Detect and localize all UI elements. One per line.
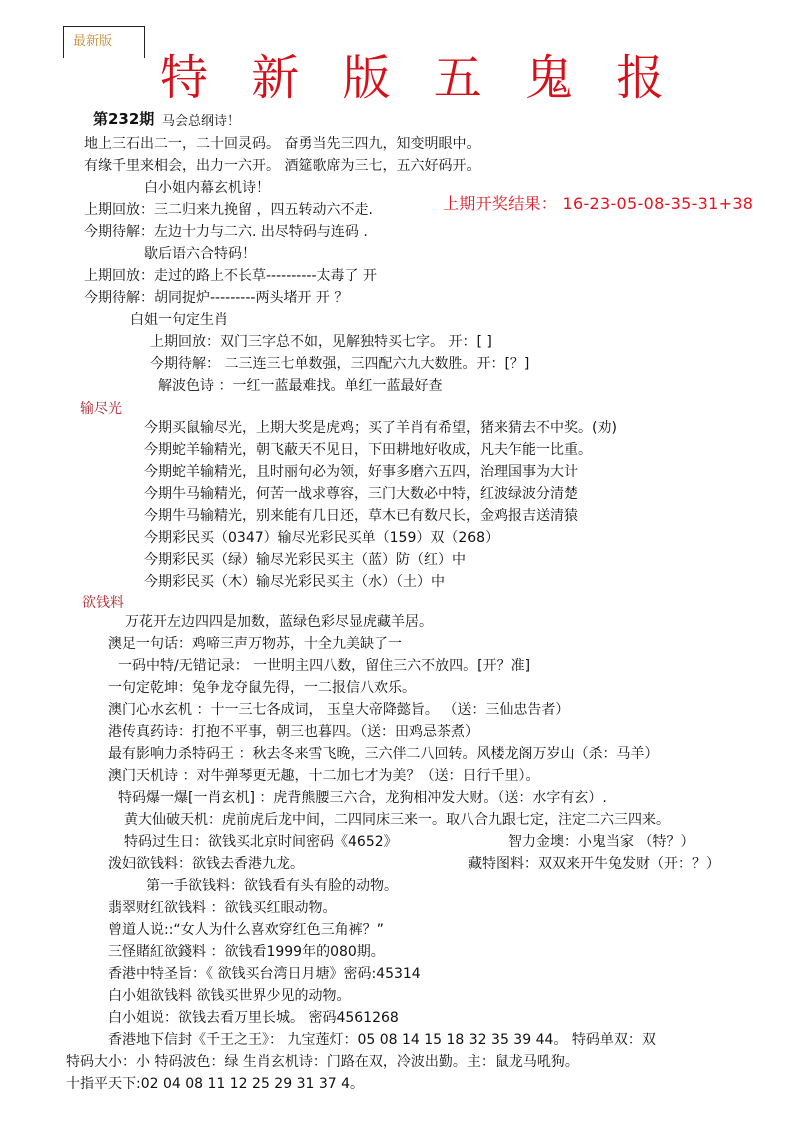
poem-subheading: 歇后语六合特码！ [144,246,256,262]
yuqianliao-line: 白小姐说：欲钱去看万里长城。 密码4561268 [108,1010,399,1026]
poem-subheading: 白小姐内幕玄机诗！ [144,180,270,196]
poem-line: 今期待解：胡同捉炉---------两头堵开 开 ？ [84,290,349,306]
yuqianliao-line: 澳足一句话：鸡啼三声万物苏，十全九美缺了一 [108,636,402,652]
yuqianliao-line: 香港中特圣旨：《 欲钱买台湾日月塘》密码:45314 [108,966,421,982]
yuqianliao-line: 特码大小：小 特码波色：绿 生肖玄机诗：门路在双，冷波出勤。主：鼠龙马吼狗。 [66,1054,579,1070]
yuqianliao-line: 十指平天下:02 04 08 11 12 25 29 31 37 4。 [66,1076,365,1092]
yuqianliao-line: 澳门天机诗 ：对牛弹琴更无趣，十二加七才为美？（送：日行千里）。 [108,768,540,784]
yuqianliao-line: 藏特图料：双双来开牛兔发财（开：？） [468,856,720,872]
shujinguang-line: 今期牛马输精光，何苦一战求尊容，三门大数必中特，红波绿波分清楚 [144,486,578,502]
section-heading-yuqianliao: 欲钱料 [82,595,124,611]
page-title: 特 新 版 五 鬼 报 [160,50,679,106]
latest-edition-badge [63,26,145,58]
yuqianliao-line: 港传真药诗：打抱不平事，朝三也暮四。（送：田鸡忌茶煮） [108,724,479,740]
shujinguang-line: 今期买鼠输尽光，上期大奖是虎鸡；买了羊肖有希望，猪来猜去不中奖。(劝) [144,420,617,436]
poem-line: 上期回放：双门三字总不如，见解独特买七字。 开：[ ] [150,334,492,350]
yuqianliao-line: 特码爆一爆[一肖玄机] ：虎背熊腰三六合，龙狗相冲发大财。（送：水字有玄）. [118,790,607,806]
yuqianliao-line: 翡翠财红欲钱料 ：欲钱买红眼动物。 [108,900,337,916]
section-heading-shujinguang: 输尽光 [80,401,122,417]
shujinguang-line: 今期蛇羊输精光，朝飞蔽天不见日，下田耕地好收成，凡夫乍能一比重。 [144,442,592,458]
poem-line: 解波色诗 ：一红一蓝最难找。单红一蓝最好查 [158,378,443,394]
yuqianliao-line: 香港地下信封《千王之王》： 九宝莲灯：05 08 14 15 18 32 35 39 44。 特码单双：双 [108,1032,656,1048]
yuqianliao-line: 澳门心水玄机 ：十一三七各成词， 玉皇大帝降懿旨。 （送：三仙忠告者） [108,702,570,718]
poem-line: 上期回放：走过的路上不长草----------太毒了 开 [84,268,377,284]
yuqianliao-line: 三怪賭紅欲錢料 ：欲钱看1999年的080期。 [108,944,385,960]
yuqianliao-line: 第一手欲钱料：欲钱看有头有脸的动物。 [146,878,398,894]
poem-line: 上期回放：三二归来九挽留 ，四五转动六不走. [84,202,373,218]
yuqianliao-line: 曾道人说::“女人为什么喜欢穿红色三角裤？” [108,922,384,938]
yuqianliao-line: 万花开左边四四是加数，蓝绿色彩尽显虎藏羊居。 [125,614,433,630]
yuqianliao-line: 一码中特/无错记录： 一世明主四八数，留住三六不放四。[开？准] [118,658,531,674]
issue-subtitle: 马会总纲诗！ [162,114,241,129]
yuqianliao-line: 白小姐欲钱料 欲钱买世界少见的动物。 [108,988,351,1004]
shujinguang-line: 今期彩民买（木）输尽光彩民买主（水）（土）中 [144,574,445,590]
poem-line: 今期待解：左边十力与二六. 出尽特码与连码 . [84,224,368,240]
poem-line: 地上三石出二一，二十回灵码。 奋勇当先三四九，知变明眼中。 [84,136,481,152]
yuqianliao-line: 最有影响力杀特码王 ：秋去冬来雪飞晚，三六伴二八回转。风楼龙阁万岁山（杀：马羊） [108,746,659,762]
shujinguang-line: 今期彩民买（0347）输尽光彩民买单（159）双（268） [144,530,500,546]
badge-label: 最新版 [73,34,113,49]
yuqianliao-line: 泼妇欲钱料：欲钱去香港九龙。 [108,856,304,872]
shujinguang-line: 今期蛇羊输精光，且时丽句必为领，好事多磨六五四，治理国事为大计 [144,464,578,480]
yuqianliao-line: 一句定乾坤：兔争龙夺鼠先得，一二报信八欢乐。 [108,680,416,696]
shujinguang-line: 今期彩民买（绿）输尽光彩民买主（蓝）防（红）中 [144,552,466,568]
yuqianliao-line: 黄大仙破天机：虎前虎后龙中间，二四同床三来一。取八合九跟七定，注定二六三四来。 [124,812,670,828]
yuqianliao-line: 特码过生日：欲钱买北京时间密码《4652》 [124,834,398,850]
shujinguang-line: 今期牛马输精光，别来能有几日还，草木已有数尺长，金鸡报吉送清猿 [144,508,578,524]
last-draw-result: 上期开奖结果： 16-23-05-08-35-31+38 [443,194,754,213]
issue-number: 第232期 [93,110,155,128]
poem-line: 今期待解： 二三连三七单数强，三四配六九大数胜。开：[？] [150,356,530,372]
yuqianliao-line: 智力金墺：小鬼当家 （特？） [508,834,695,850]
poem-line: 有缘千里来相会，出力一六开。 酒筵歌席为三七，五六好码开。 [84,158,481,174]
poem-subheading: 白姐一句定生肖 [130,312,228,328]
